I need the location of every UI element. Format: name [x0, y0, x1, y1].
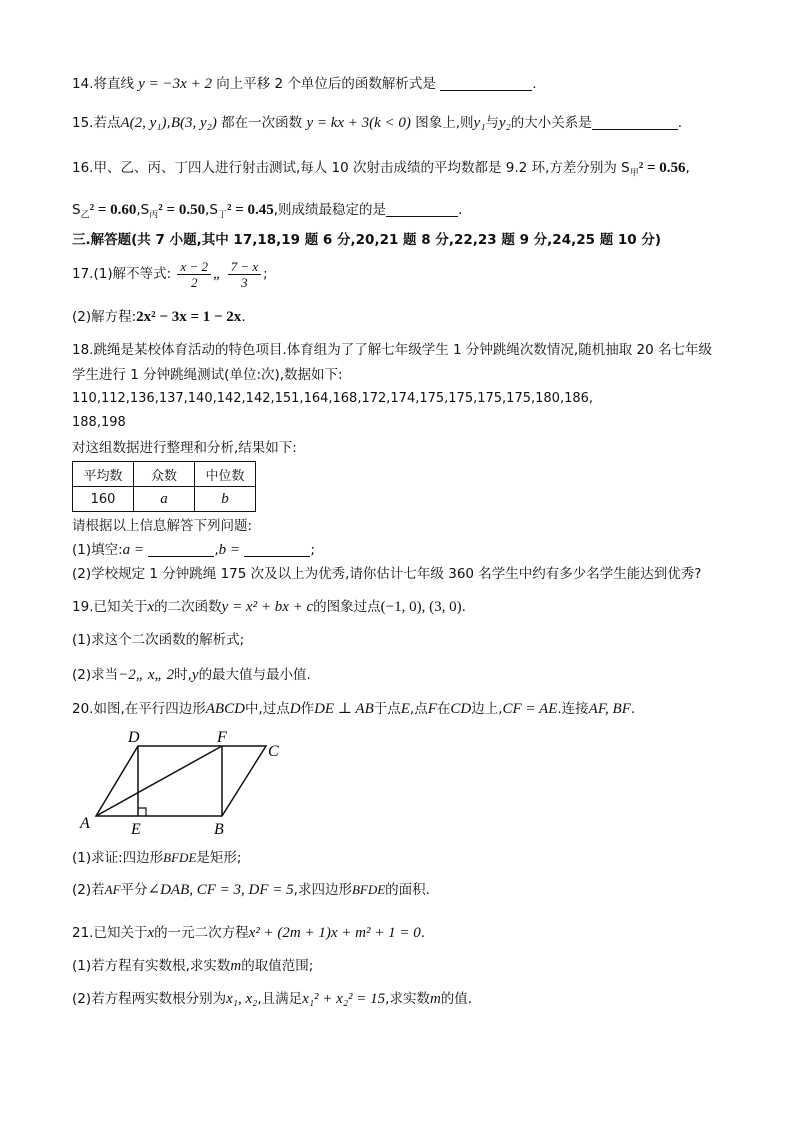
table-header-row — [73, 462, 256, 487]
label-d: D — [128, 729, 140, 746]
q17-fraction-1: $\frac{x - 2}{2}$ — [177, 259, 211, 290]
question-14: 14.将直线 y = −3x + 2 向上平移 2 个单位后的函数解析式是 . — [72, 76, 537, 92]
parallelogram-abcd — [96, 746, 266, 816]
question-17-part-1: 17.(1)解不等式: $\frac{x - 2}{2}$ „ $\frac{7 - x}{3}$ ; — [72, 258, 268, 290]
question-18-line-4: 请根据以上信息解答下列问题: — [72, 518, 253, 534]
question-16-line-1: 16.甲、乙、丙、丁四人进行射击测试,每人 10 次射击成绩的平均数都是 9.2 环,方差分别为 $S_甲^2 = 0.56$, — [72, 160, 690, 179]
q19-points: (−1, 0), (3, 0) — [380, 599, 462, 615]
right-angle-mark — [138, 808, 146, 816]
q18-data-line-2: 188,198 — [72, 415, 126, 430]
table-value-mean: 160 — [73, 487, 134, 512]
q15-point-a: A(2, y₁) — [120, 115, 167, 131]
q15-equation: y = kx + 3(k < 0) — [306, 115, 411, 131]
question-19-part-1: (1)求这个二次函数的解析式; — [72, 632, 245, 648]
question-15: 15.若点A(2, y₁),B(3, y₂) 都在一次函数 y = kx + 3(k < 0) 图象上,则y₁与y₂的大小关系是 . — [72, 115, 683, 131]
q16-variance-jia: ² = 0.56 — [638, 160, 686, 176]
section-3-heading: 三.解答题(共 7 小题,其中 17,18,19 题 6 分,20,21 题 8 分,22,23 题 9 分,24,25 题 10 分) — [72, 232, 662, 248]
label-e: E — [131, 821, 141, 838]
question-21: 21.已知关于x的一元二次方程x² + (2m + 1)x + m² + 1 = 0. — [72, 925, 426, 941]
q21-equation: x² + (2m + 1)x + m² + 1 = 0 — [248, 925, 421, 941]
q18-a-blank[interactable] — [148, 542, 214, 557]
question-18-line-3: 对这组数据进行整理和分析,结果如下: — [72, 440, 297, 456]
q16-variance-yi: ² = 0.60 — [89, 202, 137, 218]
question-20-part-2: (2)若AF平分∠DAB, CF = 3, DF = 5,求四边形BFDE的面积. — [72, 882, 430, 898]
question-19: 19.已知关于x的二次函数y = x² + bx + c的图象过点(−1, 0), (3, 0). — [72, 599, 466, 615]
question-19-part-2: (2)求当−2„ x„ 2时,y的最大值与最小值. — [72, 667, 311, 683]
q15-mid: 都在一次函数 — [221, 115, 303, 131]
q18-b-blank[interactable] — [244, 542, 310, 557]
label-c: C — [268, 743, 279, 760]
parallelogram-figure — [72, 728, 302, 840]
label-b: B — [214, 821, 224, 838]
table-row — [73, 487, 256, 512]
q17-fraction-2: $\frac{7 - x}{3}$ — [228, 259, 262, 290]
label-a: A — [80, 815, 90, 832]
question-20-part-1: (1)求证:四边形BFDE是矩形; — [72, 850, 242, 866]
question-18-line-2: 学生进行 1 分钟跳绳测试(单位:次),数据如下: — [72, 367, 343, 383]
q15-point-b: B(3, y₂) — [170, 115, 217, 131]
q18-stats-table — [72, 461, 256, 512]
question-20: 20.如图,在平行四边形ABCD中,过点D作DE ⊥ AB于点E,点F在CD边上,CF = AE.连接AF, BF. — [72, 701, 636, 717]
q14-equation: y = −3x + 2 — [138, 76, 212, 92]
table-value-median: b — [195, 487, 256, 512]
q16-variance-ding: ² = 0.45 — [226, 202, 274, 218]
q19-range: −2„ x„ 2 — [118, 667, 175, 683]
table-value-mode: a — [134, 487, 195, 512]
q14-answer-blank[interactable] — [440, 76, 532, 91]
question-18-part-1: (1)填空:a = ,b = ; — [72, 542, 315, 558]
q14-suffix: 向上平移 2 个单位后的函数解析式是 — [216, 76, 436, 92]
q16-answer-blank[interactable] — [386, 202, 458, 217]
table-header-mean: 平均数 — [73, 462, 134, 487]
q14-prefix: 14.将直线 — [72, 76, 134, 92]
q19-equation: y = x² + bx + c — [221, 599, 314, 615]
label-f: F — [217, 729, 227, 746]
question-18-line-1: 18.跳绳是某校体育活动的特色项目.体育组为了了解七年级学生 1 分钟跳绳次数情况,随机抽取 20 名七年级 — [72, 342, 712, 358]
question-16-line-2: $S_乙^2 = 0.60,S_丙^2 = 0.50,S_丁^2 = 0.45$,则成绩最稳定的是 . — [72, 202, 463, 221]
q17-equation: 2x² − 3x = 1 − 2x — [136, 309, 242, 325]
table-header-median: 中位数 — [195, 462, 256, 487]
table-header-mode: 众数 — [134, 462, 195, 487]
question-17-part-2: (2)解方程:2x² − 3x = 1 − 2x. — [72, 309, 246, 325]
question-21-part-2: (2)若方程两实数根分别为x₁, x₂,且满足x₁² + x₂² = 15,求实数m的值. — [72, 991, 473, 1007]
q18-data-line-1: 110,112,136,137,140,142,142,151,164,168,172,174,175,175,175,175,180,186, — [72, 391, 594, 406]
q16-variance-bing: ² = 0.50 — [158, 202, 206, 218]
q15-answer-blank[interactable] — [592, 115, 678, 130]
question-21-part-1: (1)若方程有实数根,求实数m的取值范围; — [72, 958, 314, 974]
segment-af — [96, 746, 222, 816]
question-18-part-2: (2)学校规定 1 分钟跳绳 175 次及以上为优秀,请你估计七年级 360 名学生中约有多少名学生能达到优秀? — [72, 566, 702, 582]
q15-prefix: 15.若点 — [72, 115, 121, 131]
